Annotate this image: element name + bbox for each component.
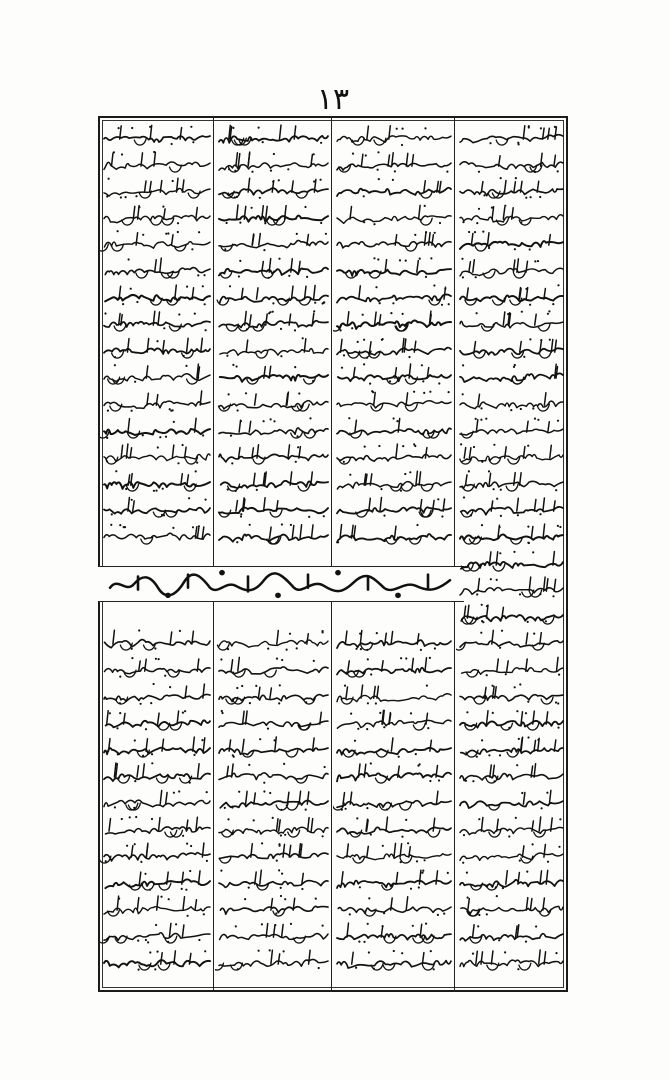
verse-line <box>100 335 213 361</box>
verse-column-4 <box>456 118 566 990</box>
verse-line <box>333 840 454 866</box>
verse-column-3 <box>333 118 454 990</box>
verse-line <box>215 840 331 866</box>
verse-line <box>456 893 566 919</box>
verse-line <box>215 760 331 786</box>
verse-line <box>100 707 213 733</box>
verse-line <box>100 228 213 254</box>
verse-line <box>333 441 454 467</box>
verse-line <box>215 787 331 813</box>
verse-line <box>100 494 213 520</box>
verse-line <box>100 787 213 813</box>
verse-line <box>100 734 213 760</box>
verse-line <box>215 282 331 308</box>
verse-line <box>100 122 213 148</box>
verse-line <box>215 308 331 334</box>
verse-line <box>456 335 566 361</box>
verse-line <box>215 335 331 361</box>
verse-line <box>333 361 454 387</box>
verse-line <box>100 947 213 973</box>
verse-line <box>333 521 454 547</box>
verse-line <box>333 282 454 308</box>
verse-line <box>100 468 213 494</box>
verse-line <box>456 867 566 893</box>
verse-line <box>100 361 213 387</box>
verse-line <box>456 654 566 680</box>
verse-line <box>333 654 454 680</box>
verse-line <box>456 441 566 467</box>
verse-line <box>333 760 454 786</box>
verse-line <box>215 228 331 254</box>
verse-line <box>456 388 566 414</box>
verse-line <box>456 574 566 600</box>
verse-line <box>100 308 213 334</box>
verse-line <box>215 202 331 228</box>
verse-line <box>333 388 454 414</box>
verse-line <box>215 627 331 653</box>
verse-line <box>100 627 213 653</box>
verse-line <box>333 814 454 840</box>
verse-line <box>456 734 566 760</box>
verse-line <box>215 441 331 467</box>
verse-line <box>215 494 331 520</box>
verse-line <box>333 947 454 973</box>
verse-line <box>215 468 331 494</box>
verse-line <box>100 840 213 866</box>
verse-line <box>215 893 331 919</box>
verse-line <box>333 627 454 653</box>
verse-line <box>456 548 566 574</box>
verse-column-2 <box>215 118 331 990</box>
verse-line <box>215 388 331 414</box>
verse-line <box>100 202 213 228</box>
verse-line <box>333 228 454 254</box>
verse-line <box>456 468 566 494</box>
verse-line <box>333 681 454 707</box>
verse-line <box>215 920 331 946</box>
verse-line <box>215 734 331 760</box>
verse-line <box>100 760 213 786</box>
verse-line <box>333 734 454 760</box>
verse-line <box>215 947 331 973</box>
verse-line <box>100 654 213 680</box>
verse-line <box>456 840 566 866</box>
verse-line <box>333 707 454 733</box>
verse-line <box>100 149 213 175</box>
verse-line <box>100 282 213 308</box>
verse-line <box>333 867 454 893</box>
verse-line <box>456 255 566 281</box>
verse-line <box>333 149 454 175</box>
column-divider-3 <box>454 116 455 992</box>
verse-line <box>456 814 566 840</box>
verse-line <box>100 681 213 707</box>
verse-line <box>456 282 566 308</box>
verse-line <box>333 468 454 494</box>
verse-column-1 <box>100 118 213 990</box>
verse-line <box>456 202 566 228</box>
column-divider-1 <box>213 116 214 992</box>
verse-line <box>333 893 454 919</box>
verse-line <box>456 415 566 441</box>
verse-line <box>215 521 331 547</box>
verse-line <box>333 415 454 441</box>
verse-line <box>215 361 331 387</box>
verse-line <box>456 149 566 175</box>
verse-line <box>456 521 566 547</box>
verse-line <box>456 681 566 707</box>
verse-line <box>100 255 213 281</box>
verse-line <box>100 415 213 441</box>
verse-line <box>456 601 566 627</box>
verse-line <box>456 920 566 946</box>
verse-line <box>333 202 454 228</box>
verse-line <box>456 122 566 148</box>
verse-line <box>333 494 454 520</box>
verse-line <box>333 122 454 148</box>
verse-line <box>333 255 454 281</box>
verse-line <box>100 521 213 547</box>
verse-line <box>100 441 213 467</box>
verse-line <box>215 415 331 441</box>
verse-line <box>333 335 454 361</box>
verse-line <box>456 308 566 334</box>
verse-line <box>456 228 566 254</box>
verse-line <box>100 814 213 840</box>
page-number: ۱۳ <box>316 82 350 117</box>
verse-line <box>456 707 566 733</box>
verse-line <box>456 627 566 653</box>
verse-line <box>100 388 213 414</box>
verse-line <box>215 681 331 707</box>
verse-line <box>456 787 566 813</box>
verse-line <box>215 175 331 201</box>
verse-line <box>215 149 331 175</box>
verse-line <box>456 361 566 387</box>
verse-line <box>215 707 331 733</box>
verse-line <box>333 787 454 813</box>
verse-line <box>333 308 454 334</box>
verse-line <box>215 814 331 840</box>
verse-line <box>333 920 454 946</box>
verse-line <box>215 255 331 281</box>
verse-line <box>100 893 213 919</box>
verse-line <box>100 867 213 893</box>
verse-line <box>333 175 454 201</box>
verse-line <box>456 947 566 973</box>
verse-line <box>100 175 213 201</box>
column-divider-2 <box>331 116 332 992</box>
verse-line <box>215 122 331 148</box>
verse-line <box>456 760 566 786</box>
verse-line <box>456 175 566 201</box>
verse-line <box>215 867 331 893</box>
verse-line <box>100 920 213 946</box>
verse-line <box>215 654 331 680</box>
verse-line <box>456 494 566 520</box>
